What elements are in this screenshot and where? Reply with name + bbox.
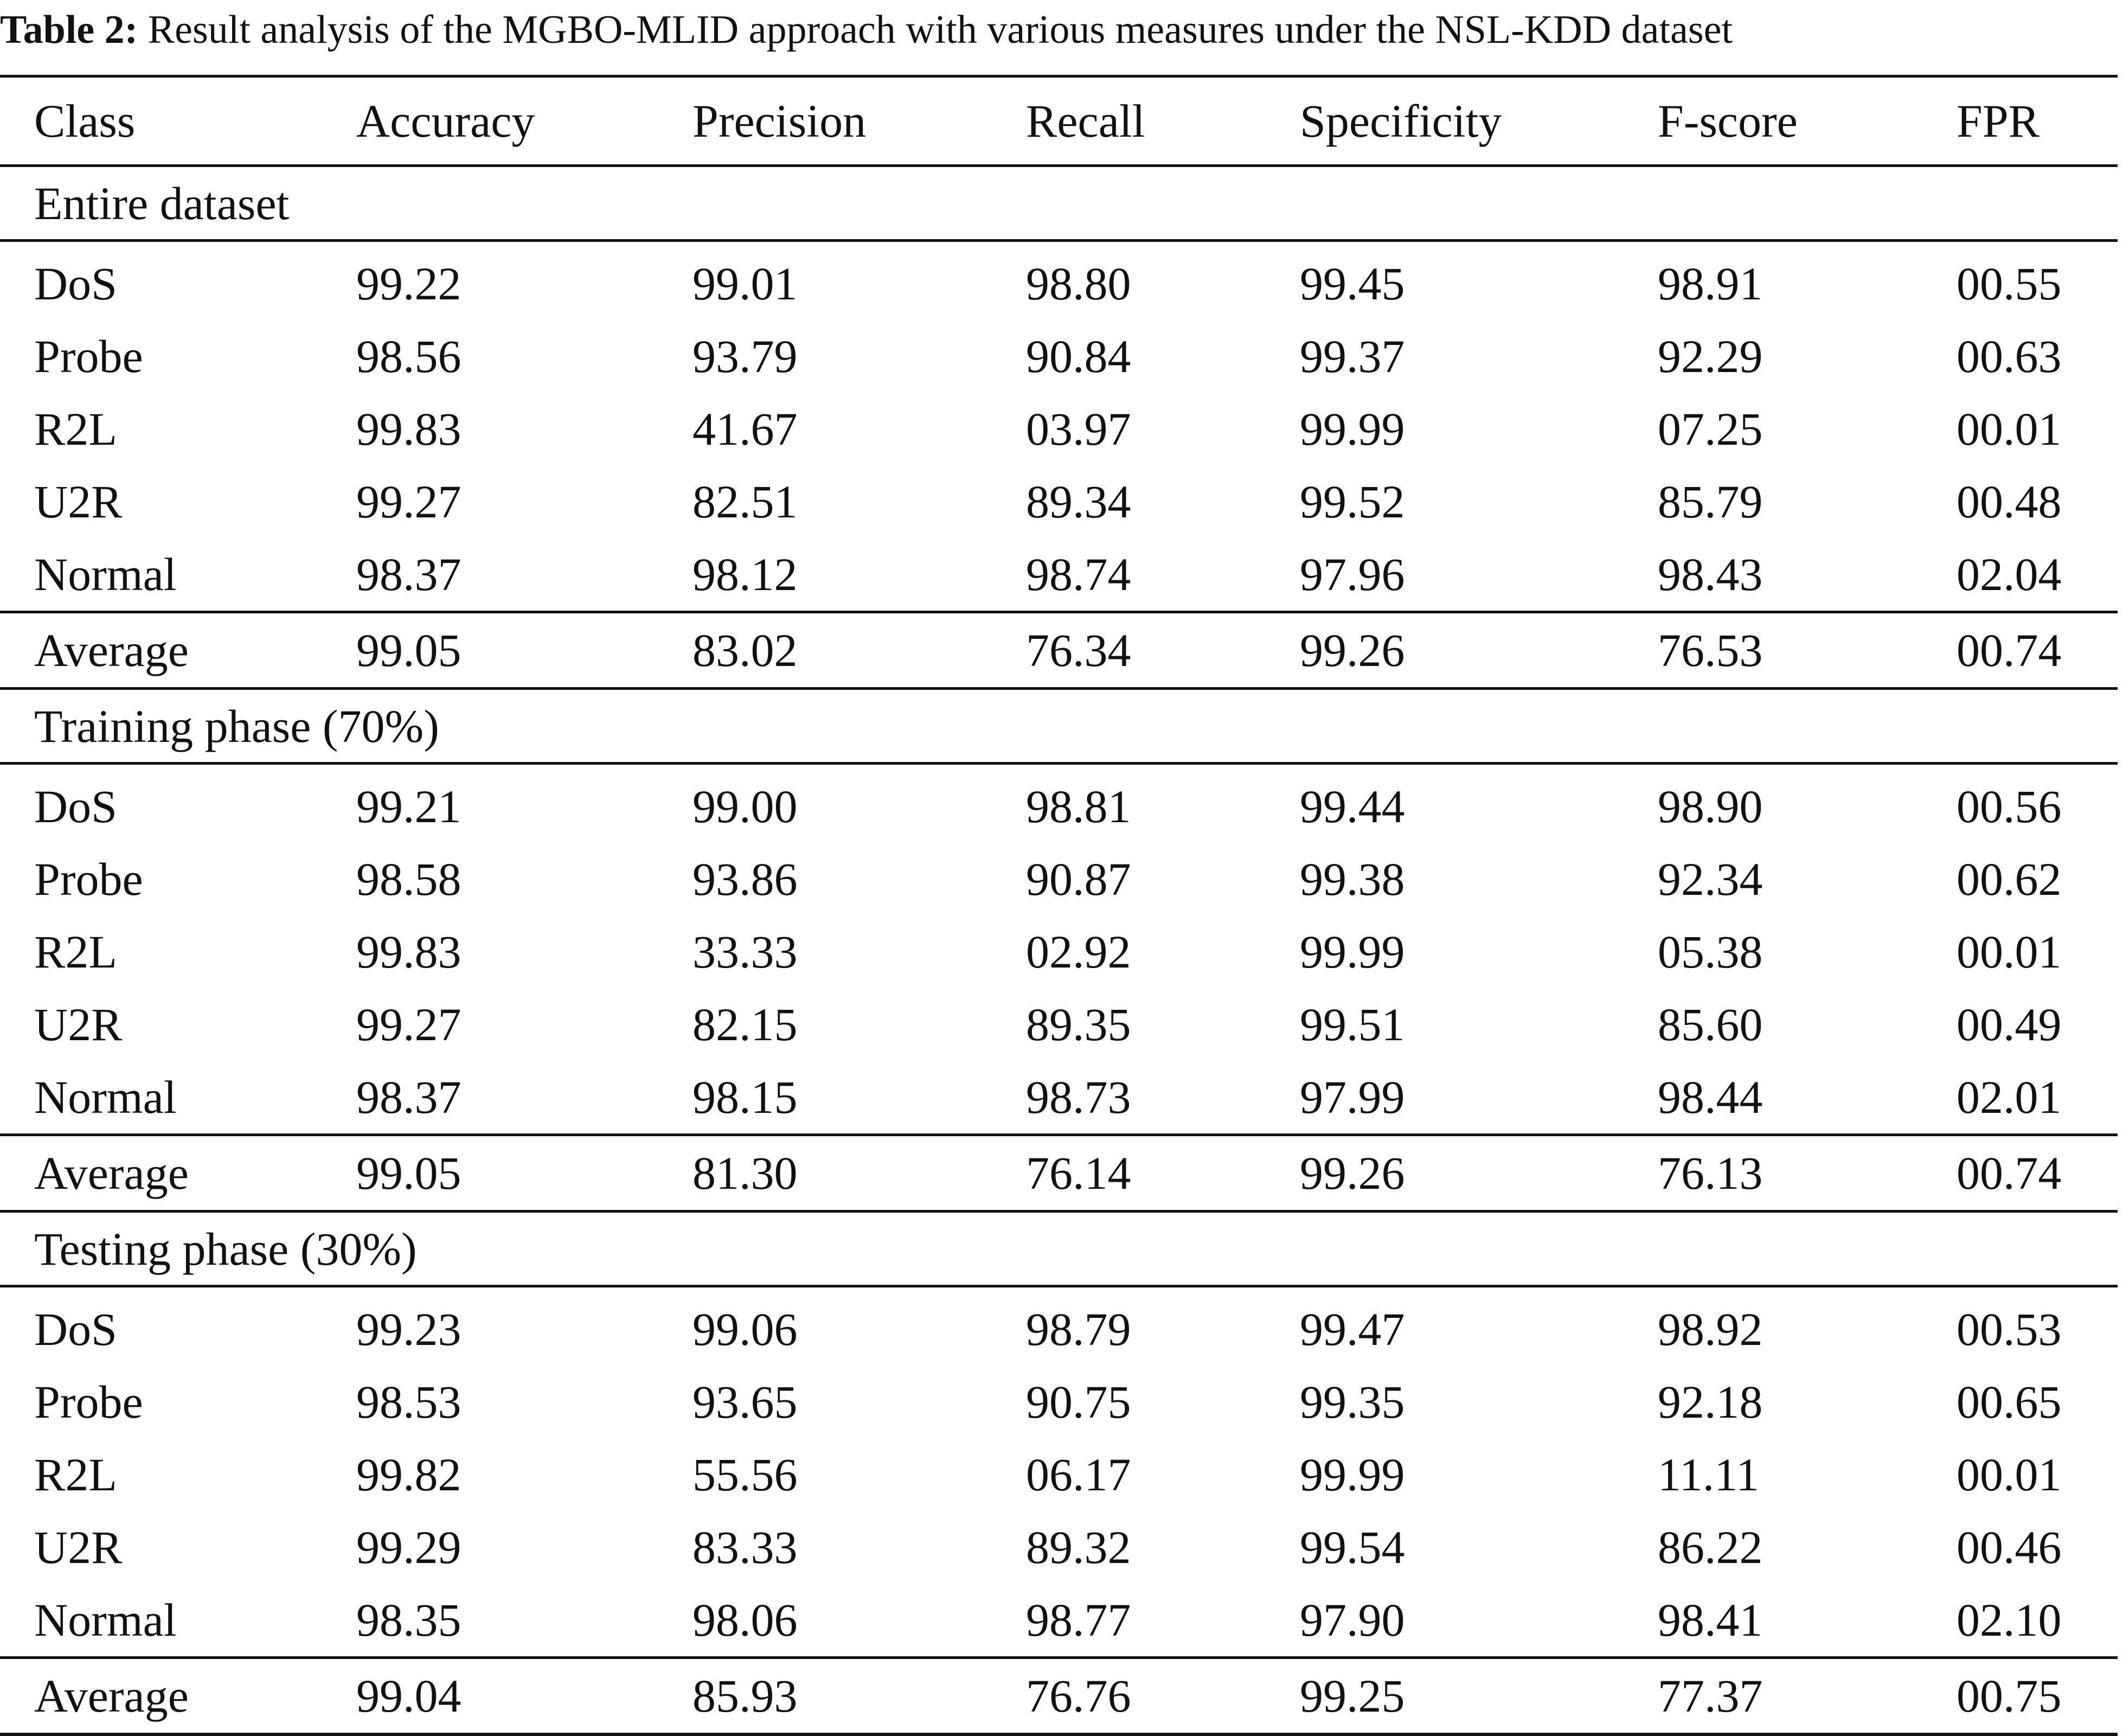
average-value: 81.30 <box>658 1135 992 1212</box>
value-cell: 02.04 <box>1957 548 2062 600</box>
value-cell: 00.01 <box>1957 403 2062 455</box>
class-cell: R2L <box>34 1449 117 1501</box>
value-cell: 98.43 <box>1658 548 1763 600</box>
table-row <box>0 843 2118 915</box>
value-cell: 98.37 <box>356 548 461 600</box>
value-cell: 97.90 <box>1300 1594 1405 1646</box>
value-cell: 89.35 <box>1026 998 1131 1050</box>
value-cell: 99.29 <box>356 1521 461 1573</box>
table-row <box>0 1366 2118 1438</box>
value-cell: 99.35 <box>1300 1376 1405 1428</box>
value-cell: 00.48 <box>1957 476 2062 528</box>
caption-label: Table 2: <box>0 8 138 52</box>
section-header-row <box>0 1212 2118 1286</box>
class-cell: R2L <box>34 926 117 978</box>
value-cell: 97.96 <box>1300 548 1405 600</box>
class-cell: DoS <box>34 780 117 832</box>
value-cell: 93.86 <box>692 853 798 905</box>
average-value: 99.04 <box>322 1658 658 1735</box>
value-cell: 98.92 <box>1658 1303 1763 1355</box>
average-label: Average <box>0 1135 322 1212</box>
table-row <box>0 764 2118 843</box>
value-cell: 99.83 <box>356 926 461 978</box>
value-cell: 98.80 <box>1026 258 1131 310</box>
class-cell: U2R <box>34 1521 123 1573</box>
value-cell: 98.58 <box>356 853 461 905</box>
value-cell: 98.37 <box>356 1071 461 1123</box>
average-value: 76.76 <box>992 1658 1266 1735</box>
value-cell: 06.17 <box>1026 1449 1131 1501</box>
value-cell: 00.56 <box>1957 780 2062 832</box>
value-cell: 07.25 <box>1658 403 1763 455</box>
value-cell: 99.83 <box>356 403 461 455</box>
average-value: 76.14 <box>992 1135 1266 1212</box>
value-cell: 98.35 <box>356 1594 461 1646</box>
value-cell: 99.52 <box>1300 476 1405 528</box>
class-cell: Probe <box>34 1376 143 1428</box>
value-cell: 00.55 <box>1957 258 2062 310</box>
table-row <box>0 393 2118 465</box>
value-cell: 98.77 <box>1026 1594 1131 1646</box>
value-cell: 02.01 <box>1957 1071 2062 1123</box>
average-row <box>0 612 2118 689</box>
value-cell: 97.99 <box>1300 1071 1405 1123</box>
table-row <box>0 465 2118 538</box>
table-row <box>0 1584 2118 1658</box>
value-cell: 93.79 <box>692 330 798 382</box>
class-cell: Normal <box>34 1071 177 1123</box>
section-title: Training phase (70%) <box>0 689 2118 764</box>
value-cell: 85.60 <box>1658 998 1763 1050</box>
value-cell: 90.75 <box>1026 1376 1131 1428</box>
value-cell: 90.84 <box>1026 330 1131 382</box>
average-value: 99.05 <box>322 1135 658 1212</box>
value-cell: 86.22 <box>1658 1521 1763 1573</box>
value-cell: 00.01 <box>1957 926 2062 978</box>
average-value: 76.34 <box>992 612 1266 689</box>
value-cell: 33.33 <box>692 926 798 978</box>
class-cell: U2R <box>34 998 123 1050</box>
table-row <box>0 988 2118 1061</box>
value-cell: 99.27 <box>356 998 461 1050</box>
class-cell: U2R <box>34 476 123 528</box>
table-row <box>0 538 2118 612</box>
value-cell: 98.79 <box>1026 1303 1131 1355</box>
table-row <box>0 1511 2118 1584</box>
value-cell: 99.01 <box>692 258 798 310</box>
value-cell: 11.11 <box>1658 1449 1760 1501</box>
value-cell: 89.32 <box>1026 1521 1131 1573</box>
table-row <box>0 1438 2118 1511</box>
class-cell: Probe <box>34 330 143 382</box>
class-cell: DoS <box>34 1303 117 1355</box>
section-header-row <box>0 689 2118 764</box>
value-cell: 83.33 <box>692 1521 798 1573</box>
value-cell: 98.53 <box>356 1376 461 1428</box>
average-value: 00.74 <box>1922 1135 2118 1212</box>
column-header-precision: Precision <box>658 76 992 166</box>
value-cell: 98.41 <box>1658 1594 1763 1646</box>
section-title: Testing phase (30%) <box>0 1212 2118 1286</box>
table-row <box>0 915 2118 988</box>
value-cell: 00.63 <box>1957 330 2062 382</box>
average-value: 99.26 <box>1266 1135 1624 1212</box>
value-cell: 92.34 <box>1658 853 1763 905</box>
value-cell: 55.56 <box>692 1449 798 1501</box>
value-cell: 98.90 <box>1658 780 1763 832</box>
value-cell: 99.27 <box>356 476 461 528</box>
value-cell: 82.51 <box>692 476 798 528</box>
column-header-fpr: FPR <box>1922 76 2118 166</box>
value-cell: 89.34 <box>1026 476 1131 528</box>
value-cell: 98.73 <box>1026 1071 1131 1123</box>
value-cell: 99.82 <box>356 1449 461 1501</box>
average-row <box>0 1658 2118 1735</box>
value-cell: 99.45 <box>1300 258 1405 310</box>
value-cell: 00.62 <box>1957 853 2062 905</box>
value-cell: 03.97 <box>1026 403 1131 455</box>
class-cell: R2L <box>34 403 117 455</box>
value-cell: 00.53 <box>1957 1303 2062 1355</box>
value-cell: 90.87 <box>1026 853 1131 905</box>
average-value: 83.02 <box>658 612 992 689</box>
column-header-f-score: F-score <box>1624 76 1922 166</box>
section-header-row <box>0 166 2118 241</box>
table-row <box>0 320 2118 393</box>
header-row <box>0 76 2118 166</box>
value-cell: 92.29 <box>1658 330 1763 382</box>
value-cell: 98.44 <box>1658 1071 1763 1123</box>
value-cell: 98.06 <box>692 1594 798 1646</box>
value-cell: 99.22 <box>356 258 461 310</box>
caption-text: Result analysis of the MGBO-MLID approach with various measures under the NSL-KDD dataset <box>147 8 1733 52</box>
value-cell: 99.21 <box>356 780 461 832</box>
average-row <box>0 1135 2118 1212</box>
value-cell: 98.81 <box>1026 780 1131 832</box>
column-header-specificity: Specificity <box>1266 76 1624 166</box>
value-cell: 99.47 <box>1300 1303 1405 1355</box>
results-table <box>0 75 2118 1736</box>
value-cell: 99.00 <box>692 780 798 832</box>
column-header-recall: Recall <box>992 76 1266 166</box>
average-value: 99.25 <box>1266 1658 1624 1735</box>
value-cell: 98.12 <box>692 548 798 600</box>
average-value: 00.75 <box>1922 1658 2118 1735</box>
table-row <box>0 1286 2118 1366</box>
table-caption <box>0 0 2123 60</box>
average-value: 99.05 <box>322 612 658 689</box>
value-cell: 00.46 <box>1957 1521 2062 1573</box>
table-row <box>0 1061 2118 1135</box>
value-cell: 99.99 <box>1300 926 1405 978</box>
value-cell: 98.74 <box>1026 548 1131 600</box>
value-cell: 02.10 <box>1957 1594 2062 1646</box>
average-label: Average <box>0 612 322 689</box>
average-label: Average <box>0 1658 322 1735</box>
value-cell: 99.38 <box>1300 853 1405 905</box>
value-cell: 92.18 <box>1658 1376 1763 1428</box>
class-cell: Probe <box>34 853 143 905</box>
value-cell: 99.54 <box>1300 1521 1405 1573</box>
class-cell: Normal <box>34 1594 177 1646</box>
value-cell: 00.65 <box>1957 1376 2062 1428</box>
value-cell: 05.38 <box>1658 926 1763 978</box>
value-cell: 99.23 <box>356 1303 461 1355</box>
value-cell: 99.44 <box>1300 780 1405 832</box>
value-cell: 41.67 <box>692 403 798 455</box>
value-cell: 98.56 <box>356 330 461 382</box>
average-value: 99.26 <box>1266 612 1624 689</box>
average-value: 00.74 <box>1922 612 2118 689</box>
value-cell: 98.15 <box>692 1071 798 1123</box>
value-cell: 85.79 <box>1658 476 1763 528</box>
average-value: 76.53 <box>1624 612 1922 689</box>
value-cell: 00.01 <box>1957 1449 2062 1501</box>
value-cell: 99.99 <box>1300 1449 1405 1501</box>
table-row <box>0 241 2118 321</box>
class-cell: Normal <box>34 548 177 600</box>
value-cell: 99.99 <box>1300 403 1405 455</box>
value-cell: 98.91 <box>1658 258 1763 310</box>
average-value: 85.93 <box>658 1658 992 1735</box>
column-header-accuracy: Accuracy <box>322 76 658 166</box>
value-cell: 02.92 <box>1026 926 1131 978</box>
section-title: Entire dataset <box>0 166 2118 241</box>
value-cell: 99.51 <box>1300 998 1405 1050</box>
value-cell: 82.15 <box>692 998 798 1050</box>
table-body <box>0 166 2118 1735</box>
average-value: 77.37 <box>1624 1658 1922 1735</box>
value-cell: 99.06 <box>692 1303 798 1355</box>
column-header-class: Class <box>0 76 322 166</box>
average-value: 76.13 <box>1624 1135 1922 1212</box>
class-cell: DoS <box>34 258 117 310</box>
value-cell: 93.65 <box>692 1376 798 1428</box>
value-cell: 00.49 <box>1957 998 2062 1050</box>
value-cell: 99.37 <box>1300 330 1405 382</box>
